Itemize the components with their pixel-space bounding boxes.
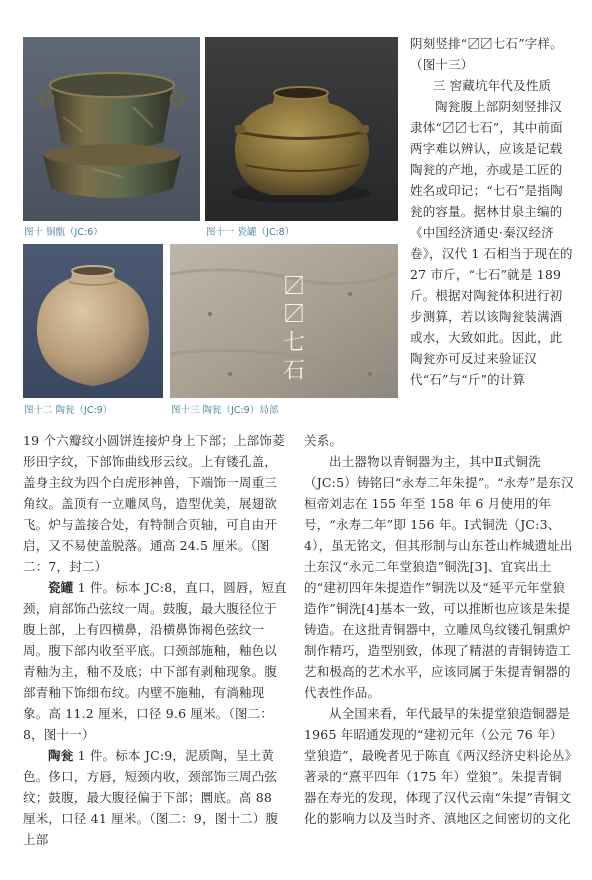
- figure-bronze-steamer: [23, 37, 200, 221]
- pottery-urn-photo: [23, 244, 163, 398]
- right-paragraph-2: 从全国来看，年代最早的朱提堂狼造铜器是 1965 年昭通发现的“建初元年（公元 76 年）堂狼造”，最晚者见于陈直《两汉经济史料论丛》著录的“熹平四年（175 年）堂狼”。朱提青铜器在寿光的发现，体现了汉代云南“朱提”青铜文化的影响力以及当时齐、滇地区之间密切的文化: [304, 706, 572, 826]
- pottery-urn-title: 陶瓮: [48, 748, 74, 763]
- figure-10-caption: 图十 铜甑（JC:6）: [24, 227, 103, 238]
- pottery-urn-text: 1 件。标本 JC:9，泥质陶，呈土黄色。侈口，方唇，短颈内收，颈部饰三周凸弦纹；鼓腹，最大腹径偏于下部；圜底。高 88 厘米，口径 41 厘米。（图二：9，图十二）腹上部: [23, 748, 279, 847]
- right-paragraph-1: 出土器物以青铜器为主，其中Ⅱ式铜洗（JC:5）铸铭曰“永寿二年朱提”。“永寿”是东汉桓帝刘志在 155 年至 158 年 6 月使用的年号，“永寿二年”即 156 年。Ⅰ式铜洗（JC:3、4），虽无铭文，但其形制与山东苍山柞城遗址出土东汉“永元二年堂狼造”铜洗[3]、宜宾出土的“建初四年朱提造作”铜洗以及“延平元年堂狼造作”铜洗[4]基本一致，可以推断也应该是朱提铸造。在这批青铜器中，立雕凤鸟纹镂孔铜熏炉制作精巧，造型别致，体现了精湛的青铜铸造工艺和极高的艺术水平，应该同属于朱提青铜器的代表性作品。: [304, 454, 574, 700]
- figure-urn-inscription: [170, 244, 398, 398]
- inscription-text: 〼〼七石: [279, 274, 305, 386]
- section-paragraph-1: 陶瓮腹上部阴刻竖排汉隶体“〼〼七石”，其中前面两字难以辨认，应该是记载陶瓮的产地，亦或是工匠的姓名或印记；“七石”是指陶瓮的容量。据林甘泉主编的《中国经济通史·秦汉经济卷》，汉代 1 石相当于现在的 27 市斤，“七石”就是 189 斤。根据对陶瓮体积进行初步测算，若以该陶瓮装满酒或水，大致如此。因此，此陶瓮亦可反过来验证汉代“石”与“斤”的计算: [410, 99, 573, 387]
- right-paragraph-0: 关系。: [304, 433, 343, 448]
- right-column: [304, 430, 574, 829]
- porcelain-jar-photo: [205, 37, 398, 221]
- figure-13-caption: 图十三 陶瓮（JC:9）局部: [171, 405, 279, 416]
- left-paragraph-1: 19 个六瓣纹小圆饼连接炉身上下部；上部饰菱形田字纹，下部饰曲线形云纹。上有镂孔盖，盖身主纹为四个白虎形神兽，下端饰一周重三角纹。盖顶有一立雕凤鸟，造型优美，展翅欲飞。炉与盖接合处，有特制合页轴，可自由开启，又不易使盖脱落。通高 24.5 厘米。（图二：7，封二）: [23, 433, 285, 574]
- left-column: [23, 430, 287, 850]
- porcelain-jar-title: 瓷罐: [48, 580, 74, 595]
- bronze-steamer-photo: [23, 37, 200, 221]
- section-heading: 三 窖藏坑年代及性质: [432, 78, 552, 93]
- right-top-column: [410, 33, 574, 390]
- inscription-intro: 阴刻竖排“〼〼七石”字样。（图十三）: [410, 36, 563, 72]
- porcelain-jar-text: 1 件。标本 JC:8，直口，圆唇，短直颈，肩部饰凸弦纹一周。鼓腹，最大腹径位于腹上部，上有四横鼻，沿横鼻饰褐色弦纹一周。腹下部内收至平底。口颈部施釉，釉色以青釉为主，釉不及底；中下部有剥釉现象。腹部青釉下饰细布纹。内壁不施釉，有淌釉现象。高 11.2 厘米，口径 9.6 厘米。（图二：8，图十一）: [23, 580, 287, 742]
- figure-porcelain-jar: [205, 37, 398, 221]
- figure-12-caption: 图十二 陶瓮（JC:9）: [24, 405, 113, 416]
- urn-inscription-photo: [170, 244, 398, 398]
- figure-11-caption: 图十一 瓷罐（JC:8）: [206, 227, 295, 238]
- figure-pottery-urn: [23, 244, 163, 398]
